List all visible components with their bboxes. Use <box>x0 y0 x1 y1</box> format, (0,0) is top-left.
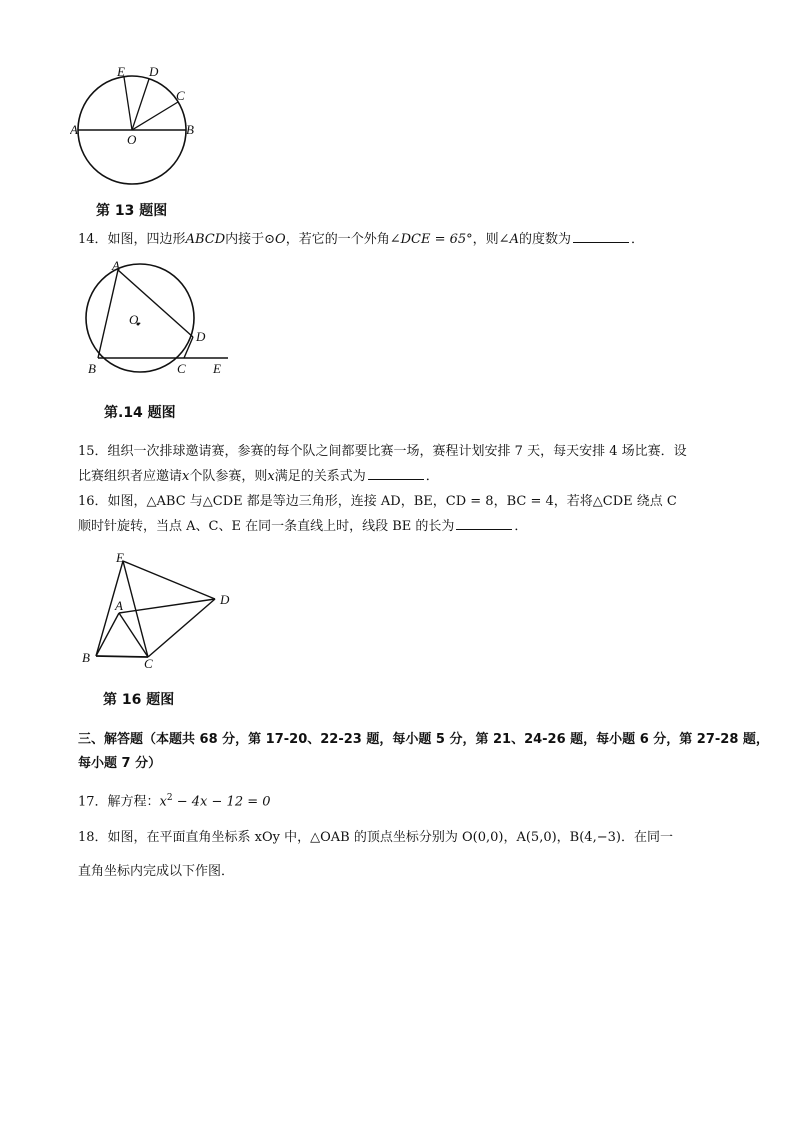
q16-text: 顺时针旋转，当点 A、C、E 在同一条直线上时，线段 BE 的长为 <box>78 519 455 534</box>
fig14-label-D: D <box>196 329 206 344</box>
q14-text: 如图，四边形 <box>107 232 186 247</box>
q14-text: 的度数为 <box>518 232 571 247</box>
fig14-label-O: O. <box>129 312 142 327</box>
question-18-line-2: 直角坐标内完成以下作图． <box>78 864 235 879</box>
fig13-label-A: A <box>70 122 78 137</box>
fig13-caption: 第 13 题图 <box>96 203 168 219</box>
figure-13 <box>70 64 200 194</box>
q15-text: 个队参赛，则 <box>189 469 268 484</box>
q16-end: ． <box>514 519 528 534</box>
q15-end: ． <box>425 469 439 484</box>
question-17 <box>78 788 271 812</box>
q14-a: A <box>509 232 519 247</box>
answer-blank <box>573 230 629 243</box>
q15-x: x <box>182 469 190 484</box>
q14-number: 14． <box>78 232 108 247</box>
q14-end: ． <box>630 232 644 247</box>
fig14-label-A: A <box>112 258 120 273</box>
q14-angle: ∠DCE = 65° <box>389 232 473 247</box>
fig14-label-C: C <box>177 361 186 376</box>
q14-text: 内接于⊙ <box>225 232 276 247</box>
fig16-label-E: E <box>116 550 124 565</box>
question-16-line-2 <box>78 517 527 537</box>
q17-eq-sup: 2 <box>166 793 173 803</box>
fig13-label-D: D <box>149 64 159 79</box>
question-15-line-1: 15．组织一次排球邀请赛，参赛的每个队之间都要比赛一场，赛程计划安排 7 天，每天安排 4 场比赛．设 <box>78 444 687 459</box>
question-14 <box>78 230 644 250</box>
figure-16 <box>78 550 243 672</box>
fig14-caption: 第.14 题图 <box>104 405 176 421</box>
answer-blank <box>456 517 512 530</box>
q17-eq: − 4x − 12 = 0 <box>172 794 271 810</box>
fig14-label-E: E <box>213 361 221 376</box>
q15-x: x <box>267 469 275 484</box>
fig13-label-B: B <box>186 122 194 137</box>
fig16-label-B: B <box>82 650 90 665</box>
q15-text: 比赛组织者应邀请 <box>78 469 183 484</box>
q14-text: ，若它的一个外角 <box>285 232 390 247</box>
fig13-label-O: O <box>127 132 137 147</box>
fig16-label-A: A <box>115 598 123 613</box>
fig16-label-C: C <box>144 656 153 671</box>
q14-o: O <box>275 232 286 247</box>
q15-text: 满足的关系式为 <box>274 469 366 484</box>
fig16-label-D: D <box>220 592 230 607</box>
fig14-label-B: B <box>88 361 96 376</box>
section-3-heading-cont: 每小题 7 分） <box>78 756 162 771</box>
figure-14 <box>80 258 240 383</box>
q17-text: 17．解方程： <box>78 794 160 810</box>
q17-eq: x <box>159 794 167 810</box>
q14-abcd: ABCD <box>185 232 226 247</box>
answer-blank <box>368 467 424 480</box>
fig13-label-E: E <box>117 64 125 79</box>
question-16-line-1: 16．如图，△ABC 与△CDE 都是等边三角形，连接 AD，BE，CD = 8，BC = 4，若将△CDE 绕点 C <box>78 494 677 509</box>
section-3-heading: 三、解答题（本题共 68 分，第 17-20、22-23 题，每小题 5 分，第 21、24-26 题，每小题 6 分，第 27-28 题， <box>78 732 769 747</box>
fig13-label-C: C <box>176 88 185 103</box>
question-15-line-2 <box>78 467 439 487</box>
q14-text: ，则∠ <box>472 232 510 247</box>
fig16-caption: 第 16 题图 <box>103 692 175 708</box>
question-18-line-1: 18．如图，在平面直角坐标系 xOy 中，△OAB 的顶点坐标分别为 O(0,0)，A(5,0)，B(4,−3)．在同一 <box>78 830 673 845</box>
